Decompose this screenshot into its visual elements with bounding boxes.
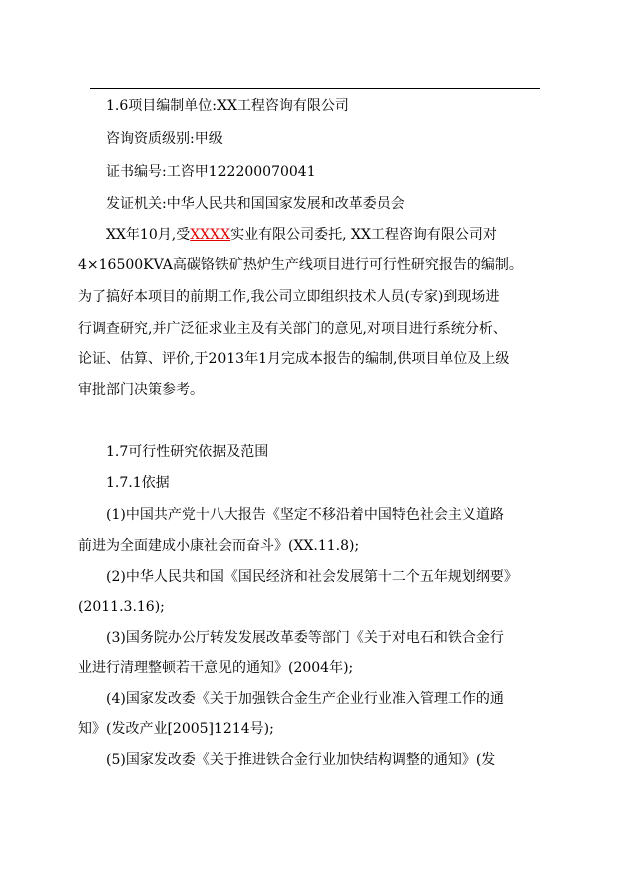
basis-item: (5)国家发改委《关于推进铁合金行业加快结构调整的通知》(发	[106, 752, 496, 768]
paragraph-line: 4×16500KVA高碳铬铁矿热炉生产线项目进行可行性研究报告的编制。	[78, 257, 523, 273]
issuing-authority: 发证机关:中华人民共和国国家发展和改革委员会	[106, 196, 405, 212]
certificate-number: 证书编号:工咨甲122200070041	[106, 164, 316, 180]
basis-item-cont: (2011.3.16);	[78, 599, 165, 615]
paragraph-line: 审批部门决策参考。	[78, 382, 204, 398]
paragraph-line: 论证、估算、评价,于2013年1月完成本报告的编制,供项目单位及上级	[78, 351, 510, 367]
commission-line	[106, 226, 497, 244]
basis-item: (3)国务院办公厅转发发展改革委等部门《关于对电石和铁合金行	[106, 630, 504, 646]
section-1-6-unit: 1.6项目编制单位:XX工程咨询有限公司	[106, 98, 349, 114]
section-1-7-heading: 1.7可行性研究依据及范围	[106, 444, 269, 460]
commission-text-c: 实业有限公司委托, XX工程咨询有限公司对	[230, 227, 497, 243]
paragraph-line: 行调查研究,并广泛征求业主及有关部门的意见,对项目进行系统分析、	[78, 321, 507, 337]
client-name-placeholder: XXXX	[190, 227, 231, 243]
basis-item: (2)中华人民共和国《国民经济和社会发展第十二个五年规划纲要》	[106, 569, 518, 585]
header-rule	[90, 88, 540, 89]
basis-item-cont: 前进为全面建成小康社会而奋斗》(XX.11.8);	[78, 538, 360, 554]
basis-item-cont: 业进行清理整顿若干意见的通知》(2004年);	[78, 660, 354, 676]
basis-item: (4)国家发改委《关于加强铁合金生产企业行业准入管理工作的通	[106, 691, 504, 707]
paragraph-line: 为了搞好本项目的前期工作,我公司立即组织技术人员(专家)到现场进	[78, 289, 500, 305]
commission-text-a: XX年10月,受	[106, 227, 191, 243]
qualification-level: 咨询资质级别:甲级	[106, 131, 223, 147]
basis-item: (1)中国共产党十八大报告《坚定不移沿着中国特色社会主义道路	[106, 507, 504, 523]
basis-item-cont: 知》(发改产业[2005]1214号);	[78, 721, 274, 737]
section-1-7-1-heading: 1.7.1依据	[106, 475, 170, 491]
